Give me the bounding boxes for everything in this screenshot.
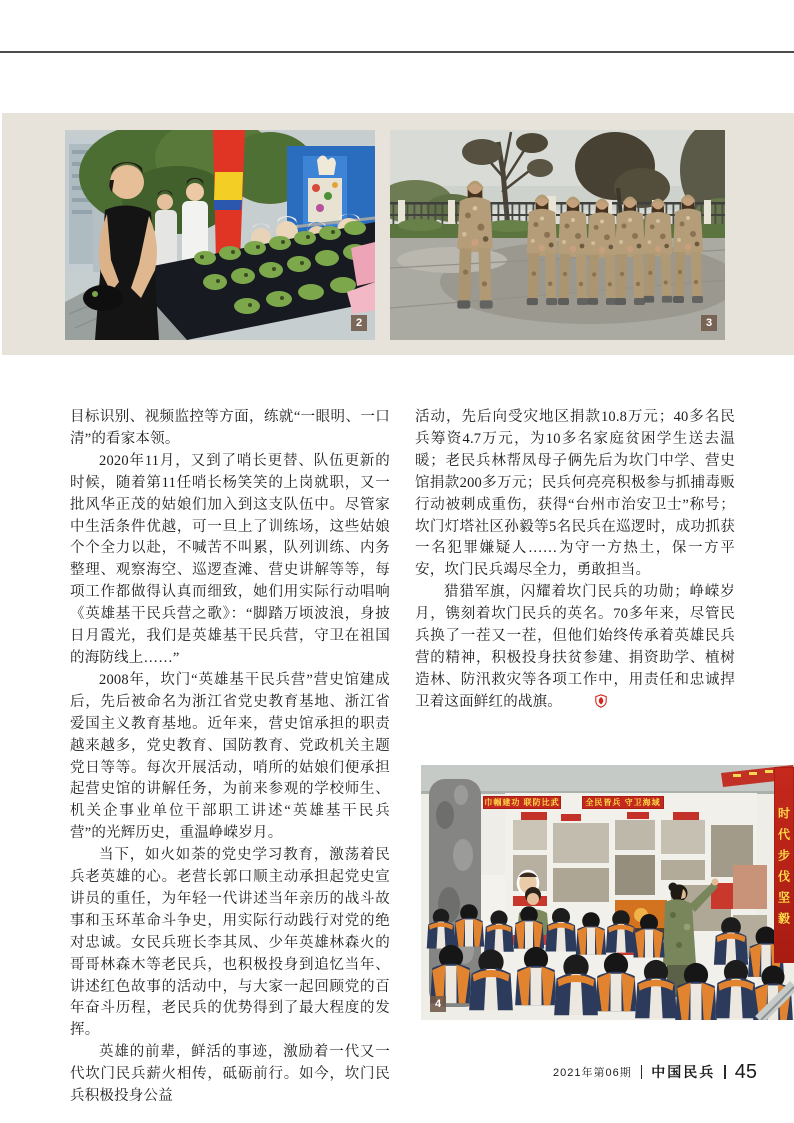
photo-street-recruitment [65,130,375,340]
exhibit-banner-right: 全民皆兵 守卫海域 [582,796,664,809]
paragraph: 猎猎军旗，闪耀着坎门民兵的功勋；峥嵘岁月，镌刻着坎门民兵的英名。70多年来，尽管民兵换了一茬又一茬，但他们始终传承着英雄民兵营的精神，积极投身扶贫参建、捐资助学、植树造林、防汛救灾等各项工作中，用责任和忠诚捍卫着这面鲜红的战旗。 [415,582,735,715]
red-arch-column [213,130,245,262]
article-right-column [415,407,735,716]
top-rule [0,51,794,53]
photo-number-badge: 4 [430,996,446,1012]
photo-band [2,113,794,355]
photo-exhibition-hall [421,765,794,1020]
paragraph: 2020年11月，又到了哨长更替、队伍更新的时候，随着第11任哨长杨笑笑的上岗就职，又一批风华正茂的姑娘们加入到这支队伍中。尽管家中生活条件优越，可一旦上了训练场，这些姑娘个个全力以赴，不喊苦不叫累，队列训练、内务整理、观察海空、巡逻查滩、营史讲解等等，每项工作都做得认真而细致，她们用实际行动唱响《英雄基干民兵营之歌》：“脚踏万顷波浪，身披日月霞光，我们是英雄基干民兵营，守卫在祖国的海防线上……” [70,452,390,666]
photo-number-badge: 2 [351,315,367,331]
paragraph: 2008年，坎门“英雄基干民兵营”营史馆建成后，先后被命名为浙江省党史教育基地、浙江省爱国主义教育基地。近年来，营史馆承担的职责越来越多，党史教育、国防教育、党政机关主题党日等等。每次开展活动，哨所的姑娘们便承担起营史馆的讲解任务，为前来参观的学校师生、机关企事业单位干部职工讲述“英雄基干民兵营”的光辉历史，重温峥嵘岁月。 [70,671,390,842]
photo-number-badge: 3 [701,315,717,331]
photo-street-recruitment-illustration [65,130,375,340]
paragraph: 活动，先后向受灾地区捐款10.8万元；40多名民兵筹资4.7万元，为10多名家庭贫困学生送去温暖；老民兵林帮凤母子俩先后为坎门中学、营史馆捐款200多万元；民兵何亮亮积极参与抓捕毒贩行动被刺成重伤，获得“台州市治安卫士”称号；坎门灯塔社区孙毅等5名民兵在巡逻时，成功抓获一名犯罪嫌疑人……为守一方热土，保一方平安，坎门民兵竭尽全力，勇敢担当。 [415,409,735,579]
page-number: 45 [734,1060,757,1083]
photo-militia-formation-illustration [390,130,725,340]
exhibit-banner-left: 巾帼建功 联防比武 [484,798,560,807]
paragraph: 英雄的前辈，鲜活的事迹，激励着一代又一代坎门民兵薪火相传，砥砺前行。如今，坎门民兵积极投身公益 [70,1044,390,1105]
issue-label: 2021年第06期 [553,1067,632,1079]
article-left-column [70,407,390,1108]
footer-divider [724,1065,726,1079]
footer-divider [641,1065,643,1079]
exhibit-banner-vertical: 时代步伐坚毅 [774,767,794,963]
photo-militia-formation [390,130,725,340]
magazine-name: 中国民兵 [651,1064,716,1080]
paragraph: 当下，如火如荼的党史学习教育，激荡着民兵老英雄的心。老营长郭口顺主动承担起党史宣讲员的重任，为年轻一代讲述当年亲历的战斗故事和玉环革命斗争史，用实际行动践行对党的绝对忠诚。女民兵班长李其凤、少年英雄林森火的哥哥林森木等老民兵，也积极投身到追忆当年、讲述红色故事的活动中，与大家一起回顾党的百年奋斗历程，老民兵的优势得到了最大程度的发挥。 [70,847,390,1039]
end-of-article-icon [566,694,607,716]
page-footer [553,1058,757,1086]
paragraph: 目标识别、视频监控等方面，练就“一眼明、一口清”的看家本领。 [70,409,390,447]
